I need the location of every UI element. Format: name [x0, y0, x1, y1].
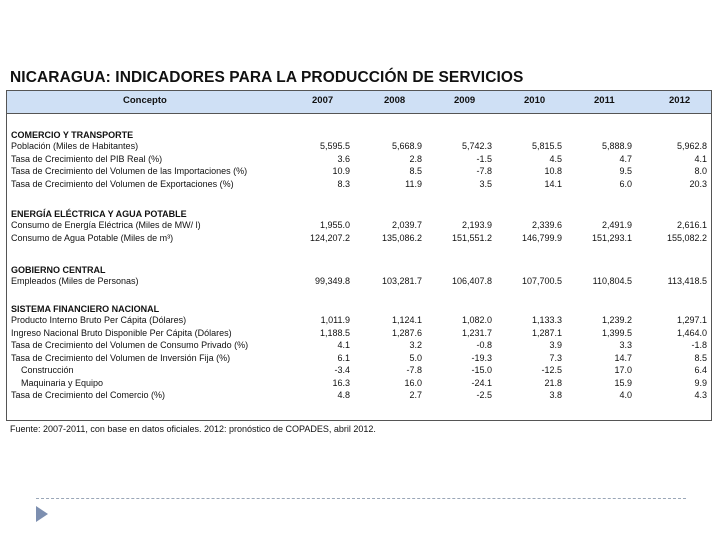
row-value: 8.5: [694, 352, 707, 363]
row-value: 1,231.7: [461, 327, 492, 338]
row-value: 1,239.2: [601, 315, 632, 325]
row-value: 113,418.5: [667, 276, 707, 286]
row-value: 4.0: [619, 390, 632, 400]
row-value: 4.1: [337, 340, 350, 350]
row-value: 15.9: [614, 377, 632, 388]
row-value: 11.9: [405, 178, 422, 189]
header-year: 2008: [384, 95, 406, 106]
row-value: 16.3: [332, 377, 350, 388]
row-value: 110,804.5: [592, 276, 632, 286]
row-value: 151,293.1: [591, 232, 632, 243]
row-value: 1,287.1: [531, 327, 562, 338]
row-value: 10.8: [544, 166, 562, 176]
header-year: 2011: [594, 95, 615, 106]
row-value: 103,281.7: [381, 276, 422, 286]
row-value: 21.8: [544, 377, 562, 388]
row-value: 3.8: [549, 390, 562, 400]
section-heading: COMERCIO Y TRANSPORTE: [11, 130, 134, 140]
table-row: [7, 315, 711, 326]
row-value: 7.3: [549, 352, 562, 363]
row-value: 5,668.9: [391, 141, 422, 151]
header-concepto: Concepto: [123, 95, 167, 106]
row-value: 106,407.8: [451, 276, 492, 286]
row-value: 14.7: [614, 352, 632, 363]
row-value: 155,082.2: [666, 232, 707, 243]
row-value: 1,082.0: [461, 315, 492, 325]
row-value: -7.8: [476, 166, 492, 176]
row-value: 3.5: [479, 178, 492, 189]
row-value: -12.5: [541, 365, 562, 375]
row-value: 14.1: [544, 178, 562, 189]
row-value: 5,742.3: [461, 141, 492, 151]
row-value: 8.5: [409, 166, 422, 176]
row-label: Tasa de Crecimiento del Comercio (%): [11, 390, 166, 400]
row-value: -3.4: [334, 365, 350, 375]
row-value: 4.3: [694, 390, 707, 400]
row-label: Empleados (Miles de Personas): [11, 276, 139, 286]
section-heading: SISTEMA FINANCIERO NACIONAL: [11, 304, 160, 314]
row-label: Tasa de Crecimiento del Volumen de Exportaciones (%): [11, 178, 234, 189]
header-year: 2012: [669, 95, 691, 106]
row-value: 1,188.5: [319, 327, 350, 338]
row-value: 1,124.1: [391, 315, 422, 325]
row-label: Tasa de Crecimiento del PIB Real (%): [11, 153, 163, 164]
row-value: 8.0: [694, 166, 707, 176]
row-value: -19.3: [471, 352, 492, 363]
row-value: 17.0: [614, 365, 632, 375]
row-label: Tasa de Crecimiento del Volumen de Inversión Fija (%): [11, 352, 231, 363]
row-value: 2,039.7: [391, 220, 422, 230]
row-value: 3.6: [337, 153, 350, 164]
row-value: 5.0: [409, 352, 422, 363]
table-row: [7, 233, 711, 244]
table-row: [7, 378, 711, 389]
row-value: 8.3: [337, 178, 350, 189]
row-label: Tasa de Crecimiento del Volumen de las Importaciones (%): [11, 166, 248, 176]
table-row: [7, 220, 711, 231]
row-value: 2,193.9: [461, 220, 492, 230]
row-value: 4.5: [549, 153, 562, 164]
table-row: [7, 340, 711, 351]
row-value: 99,349.8: [314, 276, 350, 286]
row-label: Producto Interno Bruto Per Cápita (Dólares): [11, 315, 187, 325]
row-value: -24.1: [471, 377, 492, 388]
row-value: 124,207.2: [309, 232, 350, 243]
section-heading: ENERGÍA ELÉCTRICA Y AGUA POTABLE: [11, 209, 187, 219]
row-value: 5,962.8: [676, 141, 707, 151]
row-value: 2.8: [409, 153, 422, 164]
table-row: [7, 328, 711, 339]
source-note: Fuente: 2007-2011, con base en datos oficiales. 2012: pronóstico de COPADES, abril 2012.: [10, 424, 376, 434]
row-value: 107,700.5: [521, 276, 562, 286]
row-value: 10.9: [332, 166, 350, 176]
page-title: NICARAGUA: INDICADORES PARA LA PRODUCCIÓN DE SERVICIOS: [10, 69, 524, 86]
row-value: 9.5: [619, 166, 632, 176]
row-value: 2,491.9: [601, 220, 632, 230]
row-value: 3.3: [619, 340, 632, 350]
row-value: 1,011.9: [320, 315, 350, 325]
row-value: 1,399.5: [601, 327, 632, 338]
footer-divider: [36, 498, 686, 499]
row-value: 151,551.2: [451, 232, 492, 243]
row-value: 1,287.6: [391, 327, 422, 338]
table-row: [7, 154, 711, 165]
row-value: 3.9: [549, 340, 562, 350]
header-year: 2007: [312, 95, 334, 106]
row-value: 6.0: [619, 178, 632, 189]
row-value: 1,133.3: [531, 315, 562, 325]
row-value: 6.1: [337, 352, 350, 363]
header-year: 2010: [524, 95, 546, 106]
table-header: [7, 91, 711, 114]
row-value: 146,799.9: [521, 232, 562, 243]
row-value: 4.8: [337, 390, 350, 400]
row-value: 2,339.6: [531, 220, 562, 230]
table-row: [7, 166, 711, 177]
section-heading: GOBIERNO CENTRAL: [11, 265, 106, 275]
row-value: 9.9: [694, 377, 707, 388]
row-value: -2.5: [476, 390, 492, 400]
row-value: 2,616.1: [676, 220, 707, 230]
table-row: [7, 276, 711, 287]
row-label: Consumo de Agua Potable (Miles de m³): [11, 232, 174, 243]
table-row: [7, 390, 711, 401]
table-row: [7, 365, 711, 376]
row-value: 2.7: [409, 390, 422, 400]
row-label: Consumo de Energía Eléctrica (Miles de MW/ l): [11, 220, 201, 230]
next-slide-arrow-icon[interactable]: [36, 506, 48, 522]
row-value: -15.0: [471, 365, 492, 375]
table-row: [7, 179, 711, 190]
row-label: Maquinaria y Equipo: [21, 377, 104, 388]
row-value: -1.8: [691, 340, 707, 350]
row-value: 1,955.0: [319, 220, 350, 230]
indicators-table: [6, 90, 712, 421]
row-label: Población (Miles de Habitantes): [11, 141, 139, 151]
row-label: Tasa de Crecimiento del Volumen de Consumo Privado (%): [11, 340, 249, 350]
row-value: -1.5: [476, 153, 492, 164]
row-value: 5,888.9: [601, 141, 632, 151]
table-row: [7, 353, 711, 364]
row-label: Ingreso Nacional Bruto Disponible Per Cápita (Dólares): [11, 327, 232, 338]
row-value: 16.0: [404, 377, 422, 388]
row-value: 6.4: [694, 365, 707, 375]
row-value: 135,086.2: [381, 232, 422, 243]
row-value: -0.8: [476, 340, 492, 350]
header-year: 2009: [454, 95, 476, 106]
table-row: [7, 141, 711, 152]
row-value: 1,297.1: [676, 315, 707, 325]
row-label: Construcción: [21, 365, 74, 375]
row-value: 5,815.5: [531, 141, 562, 151]
row-value: 3.2: [409, 340, 422, 350]
row-value: 4.1: [694, 153, 707, 164]
row-value: -7.8: [406, 365, 422, 375]
row-value: 20.3: [689, 178, 707, 189]
row-value: 5,595.5: [319, 141, 350, 151]
row-value: 4.7: [619, 153, 632, 164]
row-value: 1,464.0: [676, 327, 707, 338]
